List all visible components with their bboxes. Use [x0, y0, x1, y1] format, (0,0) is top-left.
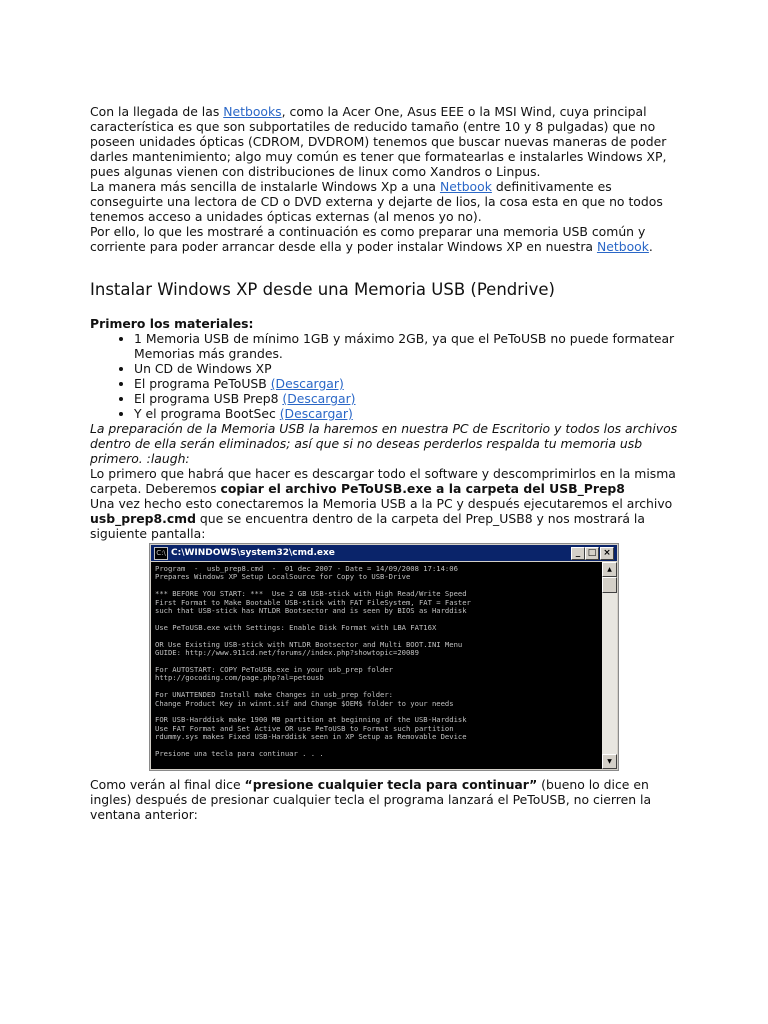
- list-item-text: Y el programa BootSec: [134, 406, 280, 421]
- intro-text-1b: , como la Acer One, Asus EEE o la MSI Wind, cuya principal característica es que son subportatiles de reducido tamaño (entre 10 y 8 pulgadas) que no poseen unidades ópticas (CDROM, DVDROM) tenemos que buscar nuevas maneras de poder darles mantenimiento; algo muy común es tener que formatearlas e instalarles Windows XP, pues algunas vienen con distribuciones de linux como Xandros o Linpus.: [90, 104, 667, 179]
- body-section: [90, 421, 680, 541]
- article: [90, 104, 680, 822]
- list-item-text: Un CD de Windows XP: [134, 361, 272, 376]
- intro-text-3a: Por ello, lo que les mostraré a continuación es como preparar una memoria USB común y corriente para poder arrancar desde ella y poder instalar Windows XP en nuestra: [90, 224, 646, 254]
- netbook-link-1[interactable]: Netbook: [439, 179, 492, 194]
- section-title: Instalar Windows XP desde una Memoria USB (Pendrive): [90, 280, 555, 299]
- netbook-link-2[interactable]: Netbook: [596, 239, 649, 254]
- list-item: [134, 361, 680, 376]
- scroll-thumb: [602, 577, 617, 593]
- body-text-2b: que se encuentra dentro de la carpeta del Prep_USB8 y nos mostrará la siguiente pantalla:: [90, 511, 645, 541]
- netbooks-link[interactable]: Netbooks: [223, 104, 282, 119]
- intro-paragraph-1: [90, 104, 680, 179]
- download-bootsec-link[interactable]: (Descargar): [279, 406, 353, 421]
- after-section: [90, 777, 680, 822]
- download-usbprep8-link[interactable]: (Descargar): [282, 391, 356, 406]
- download-petousb-link[interactable]: (Descargar): [270, 376, 344, 391]
- cmd-window-title: C:\WINDOWS\system32\cmd.exe: [171, 548, 335, 558]
- cmd-window-screenshot: [149, 543, 619, 771]
- materials-section: [90, 316, 680, 421]
- intro-text-2b: definitivamente es conseguirte una lectora de CD o DVD externa y dejarte de lios, la cosa esta en que no todos tenemos acceso a unidades ópticas externas (al menos yo no).: [90, 179, 663, 224]
- materials-heading: Primero los materiales:: [90, 316, 254, 331]
- body-paragraph-2: [90, 496, 680, 541]
- cmd-titlebar: [151, 545, 617, 561]
- cmd-icon: C:\: [154, 547, 168, 560]
- after-text-b: (bueno lo dice en ingles) después de presionar cualquier tecla el programa lanzará el PeToUSB, no cierren la ventana anterior:: [90, 777, 652, 822]
- maximize-button: □: [585, 547, 599, 560]
- list-item-text: 1 Memoria USB de mínimo 1GB y máximo 2GB, ya que el PeToUSB no puede formatear Memorias más grandes.: [134, 331, 675, 361]
- close-button: ×: [600, 547, 614, 560]
- list-item: [134, 406, 680, 421]
- body-bold-1: copiar el archivo PeToUSB.exe a la carpeta del USB_Prep8: [220, 481, 625, 496]
- after-paragraph: [90, 777, 680, 822]
- scroll-down-arrow-icon: ▼: [602, 754, 617, 769]
- scroll-up-arrow-icon: ▲: [602, 562, 617, 577]
- body-bold-2: usb_prep8.cmd: [90, 511, 196, 526]
- materials-list: [90, 331, 680, 421]
- body-text-1a: Lo primero que habrá que hacer es descargar todo el software y descomprimirlos en la misma carpeta. Deberemos: [90, 466, 676, 496]
- intro-text-3b: .: [648, 239, 653, 254]
- list-item-text: El programa PeToUSB: [134, 376, 271, 391]
- minimize-button: _: [571, 547, 585, 560]
- intro-paragraph-3: [90, 224, 680, 254]
- list-item: [134, 391, 680, 406]
- intro-text-2a: La manera más sencilla de instalarle Windows Xp a una: [90, 179, 440, 194]
- warning-paragraph: La preparación de la Memoria USB la haremos en nuestra PC de Escritorio y todos los archivos dentro de ella serán eliminados; así que si no deseas perderlos respalda tu memoria usb primero. :laugh:: [90, 421, 678, 466]
- intro-paragraph-2: [90, 179, 680, 224]
- list-item-text: El programa USB Prep8: [134, 391, 283, 406]
- body-paragraph-1: [90, 466, 680, 496]
- list-item: [134, 376, 680, 391]
- list-item: [134, 331, 680, 361]
- body-text-2a: Una vez hecho esto conectaremos la Memoria USB a la PC y después ejecutaremos el archivo: [90, 496, 673, 511]
- intro-section: [90, 104, 680, 254]
- after-bold: “presione cualquier tecla para continuar”: [244, 777, 538, 792]
- intro-text-1a: Con la llegada de las: [90, 104, 224, 119]
- console-output: Program - usb_prep8.cmd - 01 dec 2007 - Date = 14/09/2008 17:14:06 Prepares Windows XP Setup LocalSource for Copy to USB-Drive *** BEFORE YOU START: *** Use 2 GB USB-stick with High Read/Write Speed First Format to Make Bootable USB-stick with FAT FileSystem, FAT = Faster such that USB-stick has NTLDR Bootsector and is seen by BIOS as Harddisk Use PeToUSB.exe with Settings: Enable Disk Format with LBA FAT16X OR Use Existing USB-stick with NTLDR Bootsector and Multi BOOT.INI Menu GUIDE: http://www.911cd.net/forums//index.php?showtopic=20089 For AUTOSTART: COPY PeToUSB.exe in your usb_prep folder http://gocoding.com/page.php?al=petousb For UNATTENDED Install make Changes in usb_prep folder: Change Product Key in winnt.sif and Change $OEM$ folder to your needs FOR USB-Harddisk make 1900 MB partition at beginning of the USB-Harddisk Use FAT Format and Set Active OR use PeToUSB to Format such partition rdummy.sys makes Fixed USB-Harddisk seen in XP Setup as Removable Device Presione una tecla para continuar . . .: [151, 562, 602, 769]
- console-scrollbar: [602, 562, 617, 769]
- after-text-a: Como verán al final dice: [90, 777, 245, 792]
